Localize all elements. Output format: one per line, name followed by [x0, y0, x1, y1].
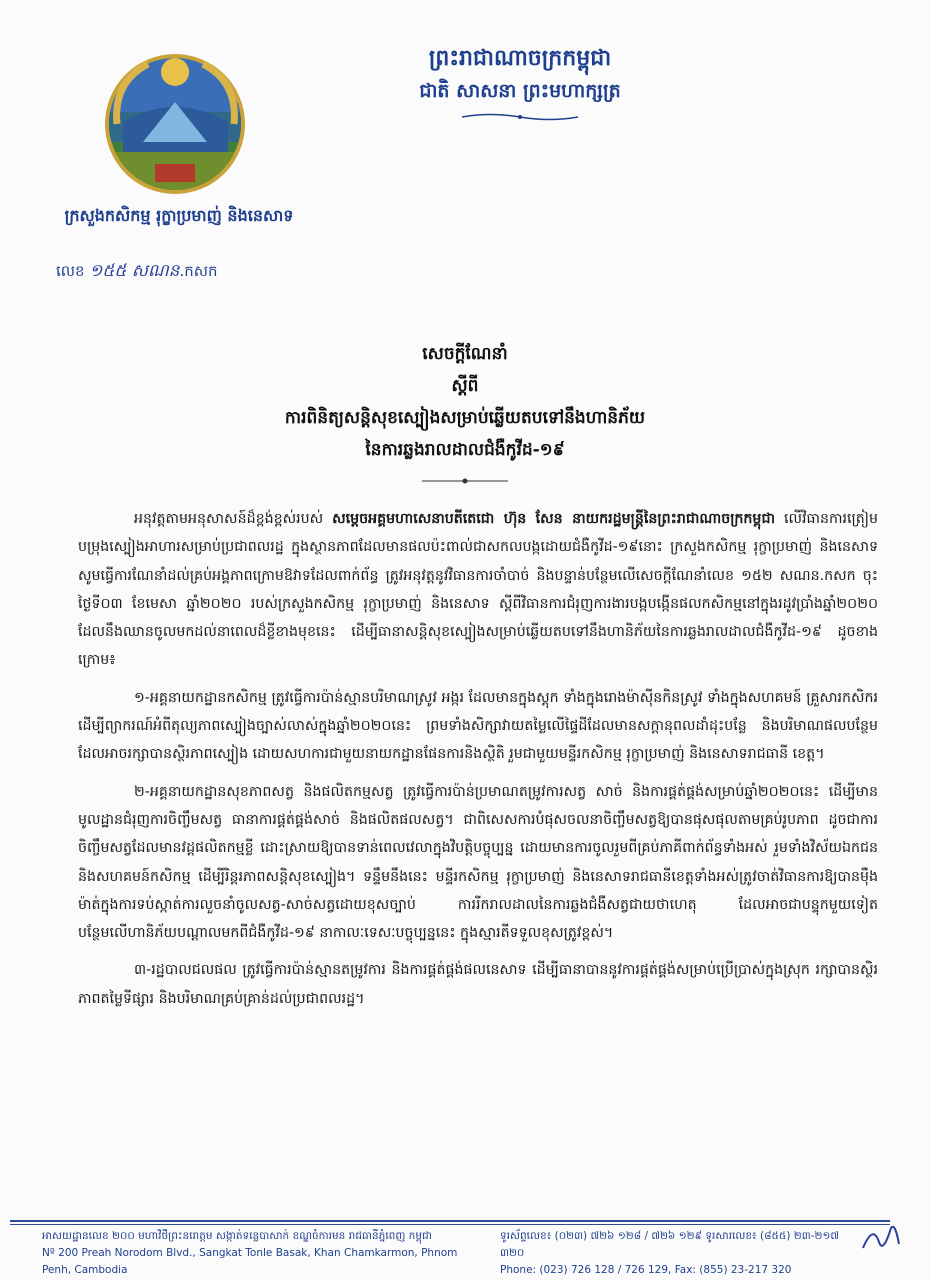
kingdom-header — [320, 42, 720, 122]
footer-divider-thin — [10, 1224, 890, 1225]
phone-english: Phone: (023) 726 128 / 726 129, Fax: (855) 23-217 320 — [500, 1264, 792, 1276]
reference-suffix: .កសក — [179, 262, 218, 280]
reference-number-handwritten: ១៥៥ សណន — [89, 261, 180, 281]
document-body — [78, 505, 878, 1022]
prime-minister-name: សម្តេចអគ្គមហាសេនាបតីតេជោ ហ៊ុន សែន នាយករដ្ឋមន្ត្រីនៃព្រះរាជាណាចក្រកម្ពុជា — [332, 511, 775, 527]
title-divider-icon — [420, 476, 510, 486]
address-english: Nº 200 Preah Norodom Blvd., Sangkat Tonle Basak, Khan Chamkarmon, Phnom Penh, Cambodia — [42, 1247, 458, 1276]
footer-divider — [10, 1220, 890, 1222]
title-line-3: ការពិនិត្យសន្តិសុខស្បៀងសម្រាប់ឆ្លើយតបទៅនឹងហានិភ័យ — [284, 408, 646, 428]
title-line-2: ស្តីពី — [451, 376, 479, 396]
ornament-divider-icon — [460, 112, 580, 122]
kingdom-name: ព្រះរាជាណាចក្រកម្ពុជា — [428, 46, 612, 71]
address-khmer: អាសយដ្ឋានលេខ ២០០ មហាវិថីព្រះនរោត្តម សង្កាត់ទន្លេបាសាក់ ខណ្ឌចំការមន រាជធានីភ្នំពេញ កម្ពុជា — [42, 1230, 432, 1242]
national-motto: ជាតិ សាសនា ព្រះមហាក្សត្រ — [419, 80, 621, 102]
body-paragraph-1: អនុវត្តតាមអនុសាសន៍ដ៏ខ្ពង់ខ្ពស់របស់ សម្តេចអគ្គមហាសេនាបតីតេជោ ហ៊ុន សែន នាយករដ្ឋមន្ត្រីនៃព្រះរាជាណាចក្រកម្ពុជា លើវិធានការត្រៀមបម្រុងស្បៀងអាហារសម្រាប់ប្រជាពលរដ្ឋ ក្នុងស្ថានភាពដែលមានផលប៉ះពាល់ជាសកលបង្កដោយជំងឺកូវីដ-១៩នោះ ក្រសួងកសិកម្ម រុក្ខាប្រមាញ់ និងនេសាទ សូមធ្វើការណែនាំដល់គ្រប់អង្គភាពក្រោមឱវាទដែលពាក់ព័ន្ធ ត្រូវអនុវត្តនូវវិធានការចាំបាច់ និងបន្ទាន់បន្ថែមលើសេចក្តីណែនាំលេខ ១៥២ សណន.កសក ចុះថ្ងៃទី០៣ ខែមេសា ឆ្នាំ២០២០ របស់ក្រសួងកសិកម្ម រុក្ខាប្រមាញ់ និងនេសាទ ស្តីពីវិធានការជំរុញការងារបង្កបង្កើនផលកសិកម្មនៅក្នុងរដូវប្រាំងឆ្នាំ២០២០ ដែលនឹងឈានចូលមកដល់នាពេលដ៏ខ្លីខាងមុខនេះ ដើម្បីធានាសន្តិសុខស្បៀងសម្រាប់ឆ្លើយតបទៅនឹងហានិភ័យនៃការឆ្លងរាលដាលជំងឺកូវីដ-១៩ ដូចខាងក្រោម៖ — [78, 511, 878, 669]
title-line-4: នៃការឆ្លងរាលដាលជំងឺកូវីដ-១៩ — [365, 440, 565, 460]
signature-initial-icon — [855, 1218, 905, 1258]
reference-prefix: លេខ — [56, 262, 85, 280]
document-title — [150, 338, 780, 486]
body-paragraph-4: ៣-រដ្ឋបាលជលផល ត្រូវធ្វើការប៉ាន់ស្មានតម្រូវការ និងការផ្គត់ផ្គង់ផលនេសាទ ដើម្បីធានាបាននូវការផ្គត់ផ្គង់សម្រាប់ប្រើប្រាស់ក្នុងស្រុក រក្សាបានស្ថិរភាពតម្លៃទីផ្សារ និងបរិមាណគ្រប់គ្រាន់ដល់ប្រជាពលរដ្ឋ។ — [78, 962, 878, 1007]
ministry-name: ក្រសួងកសិកម្ម រុក្ខាប្រមាញ់ និងនេសាទ — [64, 206, 294, 225]
phone-khmer: ទូរស័ព្ទលេខ៖ (០២៣) ៧២៦ ១២៨ / ៧២៦ ១២៩ ទូរសារលេខ៖ (៨៥៥) ២៣-២១៧ ៣២០ — [500, 1230, 840, 1259]
title-line-1: សេចក្តីណែនាំ — [422, 344, 508, 364]
ministry-emblem-icon — [103, 52, 248, 197]
body-paragraph-2: ១-អគ្គនាយកដ្ឋានកសិកម្ម ត្រូវធ្វើការប៉ាន់ស្មានបរិមាណស្រូវ អង្ករ ដែលមានក្នុងស្តុក ទាំងក្នុងរោងម៉ាស៊ីនកិនស្រូវ ទាំងក្នុងសហគមន៍ គ្រួសារកសិករ ដើម្បីព្យាករណ៍អំពីតុល្យភាពស្បៀងច្បាស់លាស់ក្នុងឆ្នាំ២០២០នេះ ព្រមទាំងសិក្សាវាយតម្លៃលើផ្ទៃដីដែលមានសក្តានុពលដាំដុះបន្លែ និងបរិមាណផលបន្ថែមដែលអាចរក្សាបានស្ថិរភាពស្បៀង ដោយសហការជាមួយនាយកដ្ឋានផែនការនិងស្ថិតិ រួមជាមួយមន្ទីរកសិកម្ម រុក្ខាប្រមាញ់ និងនេសាទរាជធានី ខេត្ត។ — [78, 689, 878, 763]
reference-number — [56, 258, 376, 284]
footer-contact — [500, 1228, 860, 1279]
body-paragraph-3: ២-អគ្គនាយកដ្ឋានសុខភាពសត្វ និងផលិតកម្មសត្វ ត្រូវធ្វើការប៉ាន់ប្រមាណតម្រូវការសត្វ សាច់ និងការផ្គត់ផ្គង់សម្រាប់ឆ្នាំ២០២០នេះ ដើម្បីមានមូលដ្ឋានជំរុញការចិញ្ចឹមសត្វ ធានាការផ្គត់ផ្គង់សាច់ និងផលិតផលសត្វ។ ជាពិសេសការបំផុសចលនាចិញ្ចឹមសត្វឱ្យបានផុសផុលតាមគ្រប់រូបភាព ដូចជាការចិញ្ចឹមសត្វដែលមានវដ្តផលិតកម្មខ្លី ដោះស្រាយឱ្យបានទាន់ពេលវេលាក្នុងវិបត្តិបច្ចុប្បន្ន ដោយមានការចូលរួមពីគ្រប់ភាគីពាក់ព័ន្ធទាំងអស់ រួមទាំងវិស័យឯកជន និងសហគមន៍កសិកម្ម ដើម្បីរិន្តរភាពសន្តិសុខស្បៀង។ ទន្ទឹមនឹងនេះ មន្ទីរកសិកម្ម រុក្ខាប្រមាញ់ និងនេសាទរាជធានីខេត្តទាំងអស់ត្រូវចាត់វិធានការឱ្យបានម៉ឺងម៉ាត់ក្នុងការទប់ស្កាត់ការលួចនាំចូលសត្វ-សាច់សត្វដោយខុសច្បាប់ ការរីករាលដាលនៃការឆ្លងជំងឺសត្វជាយថាហេតុ ដែលអាចជាបន្ទុកមួយទៀតបន្ថែមលើហានិភ័យបណ្តាលមកពីជំងឺកូវីដ-១៩ នាកាលៈទេសៈបច្ចុប្បន្ននេះ ក្នុងស្មារតីទទួលខុសត្រូវខ្ពស់។ — [78, 783, 878, 942]
footer-address — [42, 1228, 472, 1279]
